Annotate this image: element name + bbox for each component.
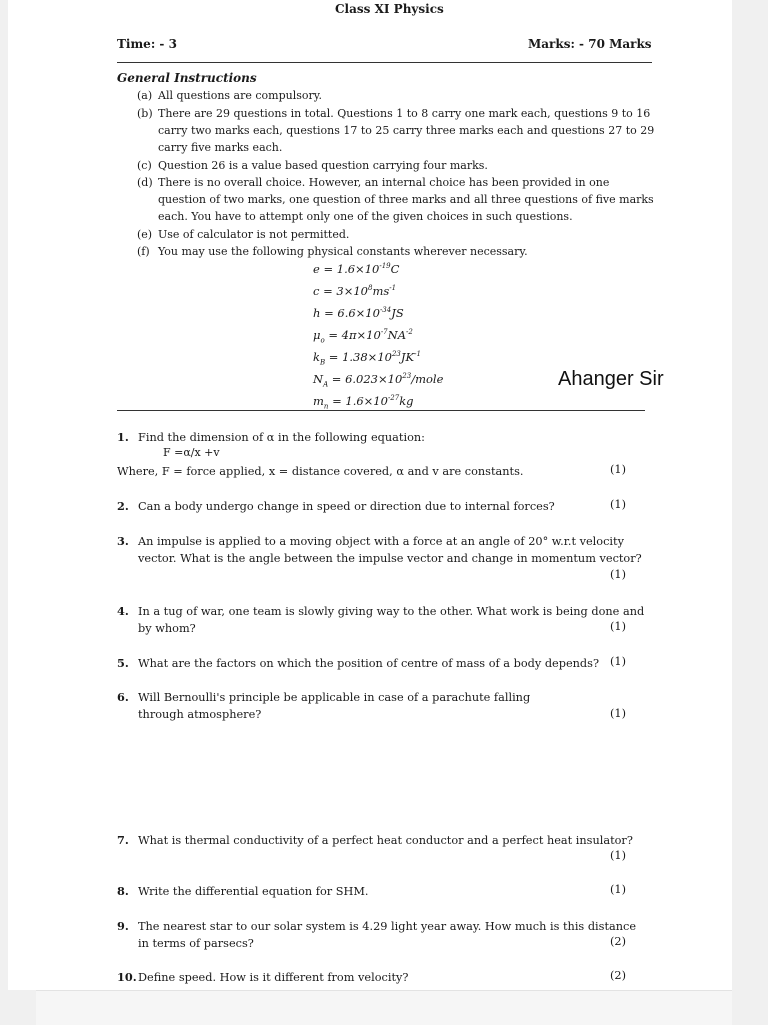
- question-number: 4.: [117, 604, 129, 618]
- question-item: [117, 918, 647, 952]
- constant-boltzmann: $k_B = 1.38\times 10^{23}JK^{-1}$: [313, 350, 421, 367]
- question-marks: (1): [610, 568, 627, 581]
- instruction-label: (d): [137, 176, 153, 189]
- question-number: 8.: [117, 884, 129, 898]
- signature-text: Ahanger Sir: [558, 368, 664, 390]
- question-item: [117, 883, 637, 900]
- question-item: [117, 655, 637, 672]
- header-divider: [117, 62, 652, 63]
- instruction-item: [137, 243, 657, 260]
- constant-speed-of-light: $c = 3\times 10^8ms^{-1}$: [313, 284, 397, 298]
- instruction-text: Use of calculator is not permitted.: [158, 228, 350, 241]
- question-item: [117, 533, 652, 567]
- constant-neutron-mass: $m_n = 1.6\times 10^{-27}kg$: [313, 394, 414, 411]
- page-bottom-edge: [36, 990, 732, 1025]
- instruction-label: (b): [137, 107, 153, 120]
- question-marks: (1): [610, 498, 627, 511]
- question-marks: (1): [610, 655, 627, 668]
- constant-electron-charge: $e = 1.6\times 10^{-19}C$: [313, 262, 400, 276]
- question-item: [117, 603, 652, 637]
- question-item: [117, 832, 637, 849]
- constant-planck: $h = 6.6\times 10^{-34}JS$: [313, 306, 404, 320]
- question-number: 3.: [117, 534, 129, 548]
- instruction-text: There is no overall choice. However, an internal choice has been provided in one question of two marks, one question of three marks and all three questions of five marks each. You have to attempt only one of the given choices in such questions.: [158, 176, 654, 223]
- instruction-item: [137, 226, 657, 243]
- question-text: The nearest star to our solar system is 4.29 light year away. How much is this distance in terms of parsecs?: [138, 920, 637, 950]
- instruction-label: (a): [137, 89, 153, 102]
- instruction-label: (f): [137, 245, 150, 258]
- question-number: 2.: [117, 499, 129, 513]
- question-text: Define speed. How is it different from velocity?: [138, 971, 409, 984]
- instruction-label: (e): [137, 228, 153, 241]
- constant-avogadro: $N_A$ = $6.023\times 10^{23}$/mole: [313, 372, 444, 389]
- question-text: What is thermal conductivity of a perfect heat conductor and a perfect heat insulator?: [138, 834, 633, 847]
- question-marks: (2): [610, 969, 627, 982]
- question-marks: (1): [610, 883, 627, 896]
- instruction-text: There are 29 questions in total. Questions 1 to 8 carry one mark each, questions 9 to 16 carry two marks each, questions 17 to 25 carry three marks each and questions 27 to 29 carry five marks each.: [158, 107, 655, 154]
- question-number: 9.: [117, 919, 129, 933]
- question-text: An impulse is applied to a moving object with a force at an angle of 20° w.r.t velocity vector. What is the angle between the impulse vector and change in momentum vector?: [138, 535, 642, 565]
- question-item: [117, 429, 637, 446]
- question-text: What are the factors on which the position of centre of mass of a body depends?: [138, 657, 600, 670]
- instruction-text: Question 26 is a value based question carrying four marks.: [158, 159, 488, 172]
- instruction-item: [137, 87, 657, 104]
- question-text: Can a body undergo change in speed or direction due to internal forces?: [138, 500, 555, 513]
- instructions-heading: General Instructions: [117, 71, 257, 85]
- question-number: 1.: [117, 430, 129, 444]
- instruction-text: You may use the following physical constants wherever necessary.: [158, 245, 528, 258]
- constant-permeability: $\mu_o = 4\pi\times 10^{-7}NA^{-2}$: [313, 328, 413, 345]
- instruction-item: [137, 174, 657, 225]
- question-extra-text: Where, F = force applied, x = distance covered, α and v are constants.: [117, 465, 524, 478]
- question-marks: (1): [610, 707, 627, 720]
- question-number: 6.: [117, 690, 129, 704]
- question-number: 7.: [117, 833, 129, 847]
- instruction-text: All questions are compulsory.: [158, 89, 323, 102]
- instruction-label: (c): [137, 159, 152, 172]
- instruction-item: [137, 157, 657, 174]
- instructions-divider: [117, 410, 645, 411]
- question-marks: (1): [610, 849, 627, 862]
- question-marks: (2): [610, 935, 627, 948]
- question-marks: (1): [610, 463, 627, 476]
- question-number: 5.: [117, 656, 129, 670]
- question-formula: F =α/x +v: [163, 446, 220, 459]
- question-item: [117, 498, 637, 515]
- question-item: [117, 969, 637, 986]
- question-text: Find the dimension of α in the following equation:: [138, 431, 425, 444]
- instruction-item: [137, 105, 657, 156]
- marks-label: Marks: - 70 Marks: [528, 37, 652, 51]
- question-text: Write the differential equation for SHM.: [138, 885, 369, 898]
- time-label: Time: - 3: [117, 37, 177, 51]
- question-extra: [117, 463, 637, 480]
- question-item: [117, 689, 567, 723]
- question-marks: (1): [610, 620, 627, 633]
- question-number: 10.: [117, 970, 137, 984]
- question-text: Will Bernoulli's principle be applicable in case of a parachute falling through atmosphere?: [138, 691, 531, 721]
- question-text: In a tug of war, one team is slowly giving way to the other. What work is being done and by whom?: [138, 605, 645, 635]
- paper-title: Class XI Physics: [335, 2, 444, 16]
